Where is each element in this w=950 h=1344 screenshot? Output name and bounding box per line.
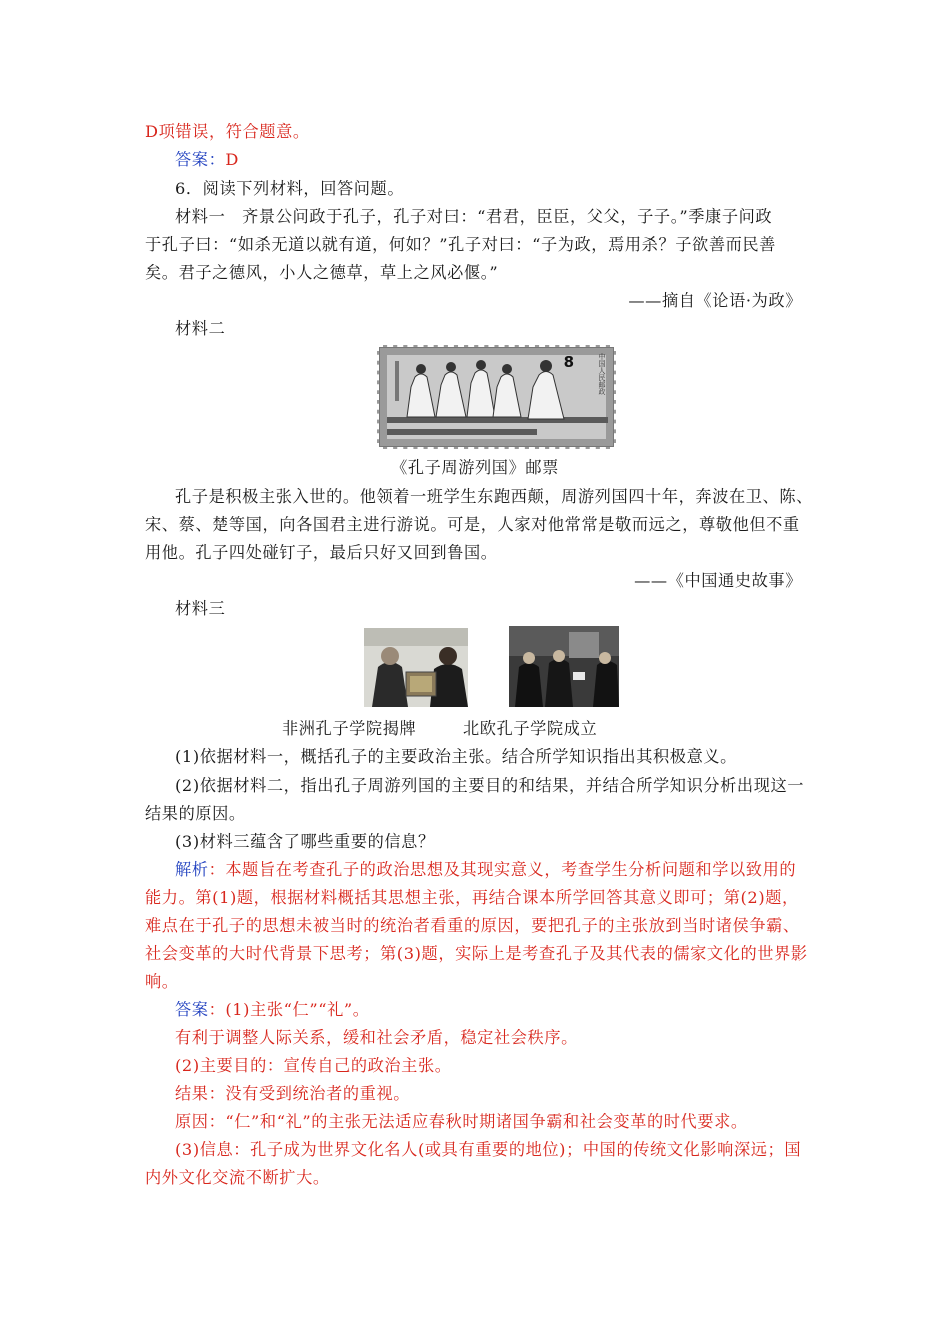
stamp-caption: 《孔子周游列国》邮票 bbox=[391, 458, 559, 477]
answer-explanation-end: D项错误，符合题意。 bbox=[145, 122, 310, 141]
material-2-line: 孔子是积极主张入世的。他领着一班学生东跑西颠，周游列国四十年，奔波在卫、陈、 bbox=[175, 487, 813, 506]
sub-question-3: (3)材料三蕴含了哪些重要的信息？ bbox=[175, 832, 435, 851]
nordic-confucius-institute-photo bbox=[509, 626, 619, 707]
analysis-line: 社会变革的大时代背景下思考；第(3)题，实际上是考查孔子及其代表的儒家文化的世界影 bbox=[145, 944, 808, 963]
material-1-line: 材料一 齐景公问政于孔子，孔子对曰：“君君，臣臣，父父，子子。”季康子问政 bbox=[175, 207, 773, 226]
answer-line: (3)信息：孔子成为世界文化名人(或具有重要的地位)；中国的传统文化影响深远；国 bbox=[175, 1140, 802, 1159]
stamp-country-text: 中国人民邮政 bbox=[598, 353, 606, 395]
question-6-title: 6．阅读下列材料，回答问题。 bbox=[175, 179, 405, 198]
answer-line-q5 bbox=[175, 149, 835, 171]
stamp-denomination: 8 bbox=[563, 353, 574, 371]
answer-line bbox=[175, 999, 835, 1021]
answer-line: (2)主要目的：宣传自己的政治主张。 bbox=[175, 1056, 452, 1075]
figures-illustration bbox=[387, 355, 608, 441]
analysis-line: 难点在于孔子的思想未被当时的统治者看重的原因，要把孔子的主张放到当时诸侯争霸、 bbox=[145, 916, 800, 935]
answer-line: 原因：“仁”和“礼”的主张无法适应春秋时期诸国争霸和社会变革的时代要求。 bbox=[175, 1112, 748, 1131]
material-2-line: 宋、蔡、楚等国，向各国君主进行游说。可是，人家对他常常是敬而远之，尊敬他但不重 bbox=[145, 515, 800, 534]
analysis-label: 解析 bbox=[175, 860, 209, 879]
analysis-line: 响。 bbox=[145, 972, 179, 991]
answer-label: 答案： bbox=[175, 150, 226, 169]
material-2-source: ——《中国通史故事》 bbox=[634, 571, 802, 590]
confucius-stamp-image bbox=[377, 345, 616, 449]
answer-line: 内外文化交流不断扩大。 bbox=[145, 1168, 330, 1187]
africa-confucius-institute-photo bbox=[364, 628, 468, 707]
sub-question-2: (2)依据材料二，指出孔子周游列国的主要目的和结果，并结合所学知识分析出现这一 bbox=[175, 776, 805, 795]
material-2-line: 用他。孔子四处碰钉子，最后只好又回到鲁国。 bbox=[145, 543, 498, 562]
answer-label: 答案 bbox=[175, 1000, 209, 1019]
analysis-text: ：本题旨在考查孔子的政治思想及其现实意义，考查学生分析问题和学以致用的 bbox=[208, 860, 797, 879]
material-1-source: ——摘自《论语·为政》 bbox=[628, 291, 802, 310]
material-2-title: 材料二 bbox=[175, 319, 226, 338]
answer-text: ：(1)主张“仁”“礼”。 bbox=[208, 1000, 370, 1019]
answer-line: 结果：没有受到统治者的重视。 bbox=[175, 1084, 411, 1103]
sub-question-1: (1)依据材料一，概括孔子的主要政治主张。结合所学知识指出其积极意义。 bbox=[175, 747, 737, 766]
answer-value: D bbox=[225, 150, 239, 169]
analysis-line: 能力。第(1)题，根据材料概括其思想主张，再结合课本所学回答其意义即可；第(2)题， bbox=[145, 888, 799, 907]
material-1-line: 于孔子曰：“如杀无道以就有道，何如？”孔子对曰：“子为政，焉用杀？子欲善而民善 bbox=[145, 235, 776, 254]
material-1-line: 矣。君子之德风，小人之德草，草上之风必偃。” bbox=[145, 263, 499, 282]
material-3-title: 材料三 bbox=[175, 599, 226, 618]
sub-question-2-cont: 结果的原因。 bbox=[145, 804, 246, 823]
answer-line: 有利于调整人际关系，缓和社会矛盾，稳定社会秩序。 bbox=[175, 1028, 578, 1047]
photo-caption-nordic: 北欧孔子学院成立 bbox=[463, 719, 598, 738]
analysis-line bbox=[175, 859, 835, 881]
photo-caption-africa: 非洲孔子学院揭牌 bbox=[282, 719, 417, 738]
